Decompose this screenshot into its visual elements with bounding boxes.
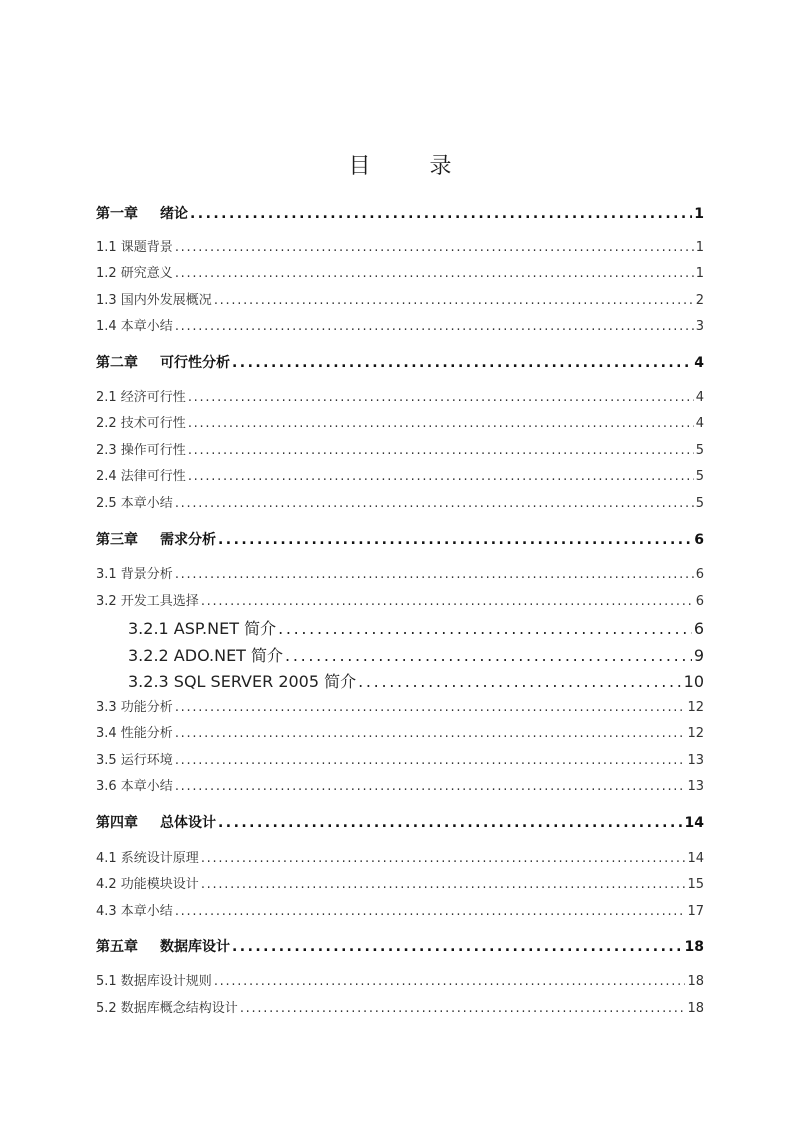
- dot-leader: [188, 443, 694, 458]
- toc-chapter-entry[interactable]: [96, 529, 704, 549]
- dot-leader: [175, 240, 694, 255]
- toc-entry-label: 1.2 研究意义: [96, 266, 173, 281]
- toc-entry-label: 2.5 本章小结: [96, 496, 173, 511]
- toc-entry-label: 2.3 操作可行性: [96, 443, 186, 458]
- toc-section-entry[interactable]: [96, 465, 704, 485]
- toc-section-entry[interactable]: [96, 997, 704, 1017]
- toc-page-number: 13: [687, 779, 704, 794]
- dot-leader: [278, 619, 692, 638]
- toc-page-number: 1: [695, 240, 704, 255]
- toc-page-number: 17: [687, 904, 704, 919]
- toc-entry-label: 1.1 课题背景: [96, 240, 173, 255]
- toc-page-number: 15: [687, 877, 704, 892]
- toc-entry-label: 3.5 运行环境: [96, 753, 173, 768]
- toc-page-number: 12: [687, 700, 704, 715]
- dot-leader: [240, 1001, 686, 1016]
- toc-section-entry[interactable]: [96, 900, 704, 920]
- toc-entry-label: 2.2 技术可行性: [96, 416, 186, 431]
- dot-leader: [188, 416, 694, 431]
- toc-page-number: 5: [695, 496, 704, 511]
- dot-leader: [175, 496, 694, 511]
- toc-entry-label: 4.2 功能模块设计: [96, 877, 199, 892]
- toc-section-entry[interactable]: [96, 722, 704, 742]
- toc-section-entry[interactable]: [96, 696, 704, 716]
- toc-page-number: 1: [695, 266, 704, 281]
- toc-section-entry[interactable]: [96, 590, 704, 610]
- chapter-number: 第一章: [96, 206, 138, 222]
- toc-chapter-entry[interactable]: [96, 352, 704, 372]
- dot-leader: [232, 939, 683, 955]
- toc-entry-label: [96, 529, 216, 549]
- toc-entry-label: 3.1 背景分析: [96, 567, 173, 582]
- toc-page-number: 3: [695, 319, 704, 334]
- chapter-title: 数据库设计: [160, 939, 230, 955]
- chapter-number: 第三章: [96, 532, 138, 548]
- chapter-number: 第二章: [96, 355, 138, 371]
- toc-page-number: 18: [687, 1001, 704, 1016]
- dot-leader: [358, 672, 682, 691]
- toc-entry-label: 3.2.2 ADO.NET 简介: [128, 646, 284, 665]
- chapter-title: 总体设计: [160, 815, 216, 831]
- dot-leader: [175, 904, 686, 919]
- toc-entry-label: 3.2 开发工具选择: [96, 594, 199, 609]
- toc-page-number: 14: [687, 851, 704, 866]
- dot-leader: [201, 594, 694, 609]
- toc-page-number: 5: [695, 443, 704, 458]
- toc-entry-label: 1.3 国内外发展概况: [96, 293, 212, 308]
- dot-leader: [175, 753, 686, 768]
- toc-section-entry[interactable]: [96, 775, 704, 795]
- toc-entry-label: 1.4 本章小结: [96, 319, 173, 334]
- page-title: 目 录: [348, 154, 478, 179]
- dot-leader: [190, 206, 692, 222]
- chapter-number: 第四章: [96, 815, 138, 831]
- toc-chapter-entry[interactable]: [96, 812, 704, 832]
- dot-leader: [285, 646, 692, 665]
- toc-page-number: 4: [694, 355, 704, 371]
- toc-chapter-entry[interactable]: [96, 203, 704, 223]
- toc-section-entry[interactable]: [96, 439, 704, 459]
- dot-leader: [175, 319, 694, 334]
- dot-leader: [214, 293, 694, 308]
- toc-entry-label: 5.1 数据库设计规则: [96, 974, 212, 989]
- dot-leader: [214, 974, 686, 989]
- toc-page-number: 14: [684, 815, 704, 831]
- toc-page-number: 6: [695, 594, 704, 609]
- toc-section-entry[interactable]: [96, 289, 704, 309]
- toc-entry-label: 4.1 系统设计原理: [96, 851, 199, 866]
- toc-page-number: 4: [695, 390, 704, 405]
- toc-subsection-entry[interactable]: [128, 643, 704, 663]
- toc-entry-label: 5.2 数据库概念结构设计: [96, 1001, 238, 1016]
- toc-section-entry[interactable]: [96, 492, 704, 512]
- toc-page-number: 6: [695, 567, 704, 582]
- toc-page-number: 6: [693, 619, 704, 638]
- toc-entry-label: 3.4 性能分析: [96, 726, 173, 741]
- dot-leader: [175, 567, 694, 582]
- toc-entry-label: [96, 203, 188, 223]
- toc-page-number: 12: [687, 726, 704, 741]
- toc-section-entry[interactable]: [96, 873, 704, 893]
- dot-leader: [175, 266, 694, 281]
- toc-entry-label: 2.4 法律可行性: [96, 469, 186, 484]
- dot-leader: [201, 851, 686, 866]
- toc-entry-label: 3.6 本章小结: [96, 779, 173, 794]
- chapter-title: 可行性分析: [160, 355, 230, 371]
- toc-entry-label: 3.3 功能分析: [96, 700, 173, 715]
- toc-entry-label: 4.3 本章小结: [96, 904, 173, 919]
- toc-page-number: 18: [687, 974, 704, 989]
- dot-leader: [201, 877, 686, 892]
- chapter-number: 第五章: [96, 939, 138, 955]
- dot-leader: [232, 355, 692, 371]
- toc-entry-label: 3.2.3 SQL SERVER 2005 简介: [128, 672, 357, 691]
- toc-section-entry[interactable]: [96, 847, 704, 867]
- toc-page-number: 5: [695, 469, 704, 484]
- toc-entry-label: 2.1 经济可行性: [96, 390, 186, 405]
- toc-page-number: 18: [684, 939, 704, 955]
- toc-section-entry[interactable]: [96, 563, 704, 583]
- toc-entry-label: [96, 812, 216, 832]
- toc-page-number: 9: [693, 646, 704, 665]
- toc-entry-label: 3.2.1 ASP.NET 简介: [128, 619, 277, 638]
- toc-section-entry[interactable]: [96, 262, 704, 282]
- dot-leader: [218, 532, 692, 548]
- toc-entry-label: [96, 352, 230, 372]
- chapter-title: 需求分析: [160, 532, 216, 548]
- toc-section-entry[interactable]: [96, 749, 704, 769]
- toc-page-number: 13: [687, 753, 704, 768]
- toc-section-entry[interactable]: [96, 236, 704, 256]
- toc-subsection-entry[interactable]: [128, 616, 704, 636]
- toc-page-number: 1: [694, 206, 704, 222]
- toc-subsection-entry[interactable]: [128, 669, 704, 689]
- dot-leader: [175, 726, 686, 741]
- toc-section-entry[interactable]: [96, 315, 704, 335]
- dot-leader: [175, 779, 686, 794]
- dot-leader: [175, 700, 686, 715]
- dot-leader: [188, 390, 694, 405]
- toc-page-number: 10: [683, 672, 704, 691]
- dot-leader: [188, 469, 694, 484]
- toc-section-entry[interactable]: [96, 386, 704, 406]
- chapter-title: 绪论: [160, 206, 188, 222]
- toc-section-entry[interactable]: [96, 412, 704, 432]
- toc-page-number: 2: [695, 293, 704, 308]
- toc-page-number: 4: [695, 416, 704, 431]
- dot-leader: [218, 815, 683, 831]
- toc-page-number: 6: [694, 532, 704, 548]
- toc-section-entry[interactable]: [96, 970, 704, 990]
- toc-chapter-entry[interactable]: [96, 936, 704, 956]
- toc-entry-label: [96, 936, 230, 956]
